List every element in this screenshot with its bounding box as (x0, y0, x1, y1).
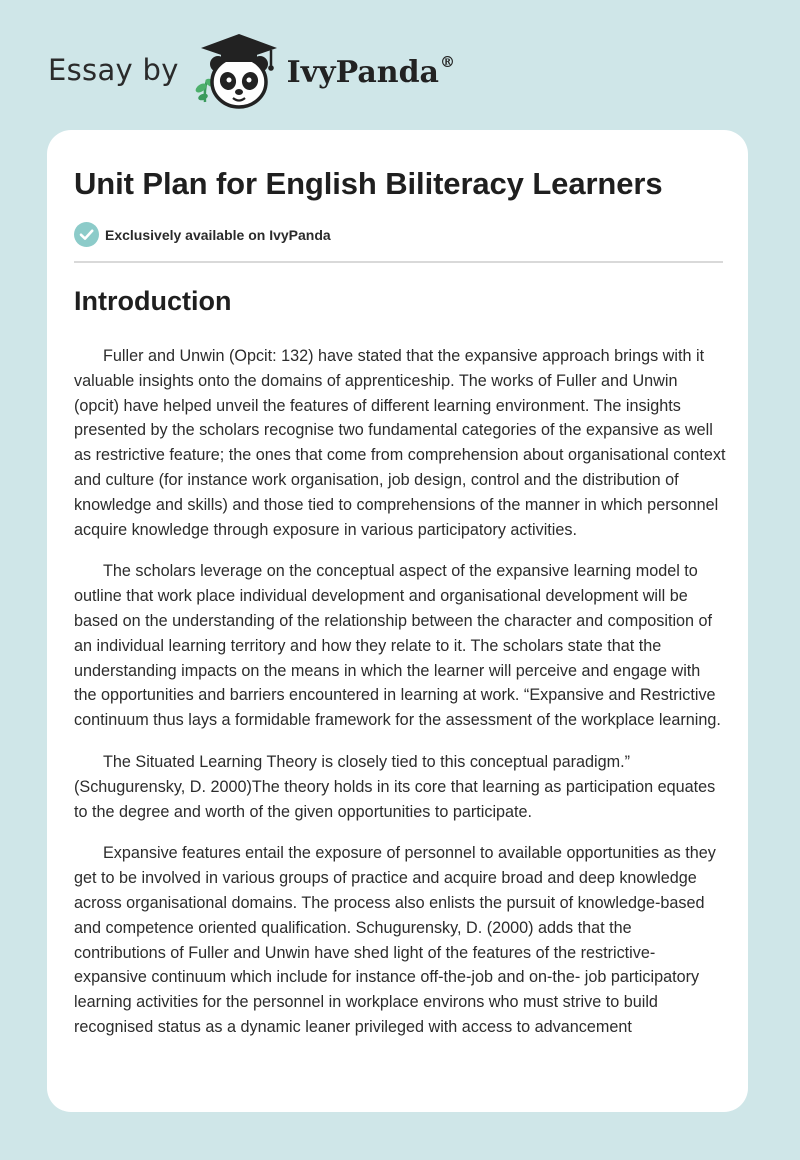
brand-wordmark: IvyPanda (286, 54, 439, 90)
panda-logo-icon (195, 28, 283, 112)
paragraph-3: The Situated Learning Theory is closely tied to this conceptual paradigm.” (Schugurensky, D. 2000)The theory holds in its core that learning as participation equates to the degree and worth of the given opportunities to participate. (74, 752, 716, 821)
check-circle-icon (74, 222, 99, 247)
paragraph-2: The scholars leverage on the conceptual aspect of the expansive learning model to outline that work place individual development and organisational development will be based on the understanding of the relationship between the character and composition of an individual learning territory and how they relate to it. The scholars state that the understanding impacts on the means in which the learner will perceive and engage with the opportunities and barriers encountered in learning at work. “Expansive and Restrictive continuum thus lays a formidable framework for the assessment of the workplace learning. (74, 562, 721, 730)
essay-by-label: Essay by (48, 53, 179, 87)
brand-name[interactable] (286, 52, 455, 90)
registered-mark: ® (440, 52, 455, 71)
essay-card (47, 130, 748, 1112)
paragraph-4: Expansive features entail the exposure of personnel to available opportunities as they get to be involved in various groups of practice and acquire broad and deep knowledge across organisational domains. The process also enlists the pursuit of knowledge-based and competence oriented qualification. Schugurensky, D. (2000) adds that the contributions of Fuller and Unwin have shed light of the features of the restrictive-expansive continuum which include for instance off-the-job and on-the- job participatory learning activities for the personnel in workplace environs who must strive to build recognised status as a dynamic leaner privileged with access to advancement (74, 844, 716, 1036)
section-heading: Introduction (74, 286, 232, 316)
essay-title: Unit Plan for English Biliteracy Learners (74, 166, 663, 201)
site-header (48, 28, 455, 112)
exclusive-badge (74, 222, 331, 247)
essay-body (74, 344, 726, 1057)
availability-text: Exclusively available on IvyPanda (105, 226, 331, 243)
paragraph-1: Fuller and Unwin (Opcit: 132) have stated that the expansive approach brings with it valuable insights onto the domains of apprenticeship. The works of Fuller and Unwin (opcit) have helped unveil the features of different learning environment. The insights presented by the scholars recognise two fundamental categories of the expansive as well as restrictive feature; the ones that come from comprehension about organisational context and culture (for instance work organisation, job design, control and the distribution of knowledge and skills) and those tied to comprehensions of the manner in which personnel acquire knowledge through exposure in various participatory activities. (74, 347, 726, 539)
title-divider (74, 261, 723, 263)
